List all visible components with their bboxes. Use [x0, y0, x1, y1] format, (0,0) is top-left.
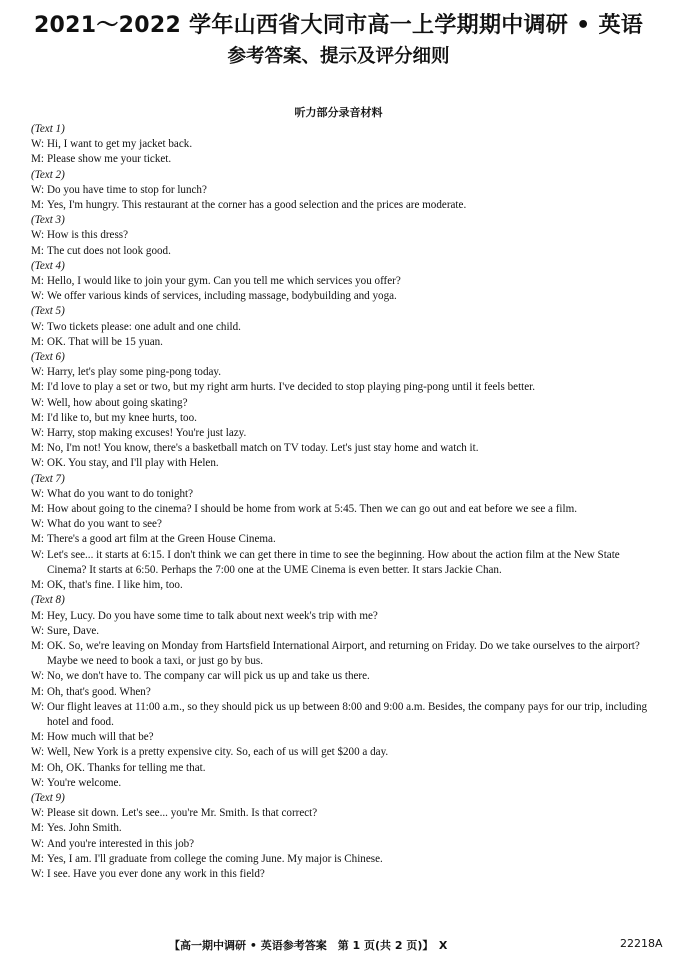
dialogue-line	[31, 548, 652, 578]
dialogue-line	[31, 761, 652, 776]
speaker-label: W:	[31, 320, 45, 333]
utterance-text: Our flight leaves at 11:00 a.m., so they should pick us up between 8:00 and 9:00 a.m. Besides, the company pays for our trip, including hotel and food.	[47, 700, 648, 728]
utterance-text: OK, that's fine. I like him, too.	[47, 579, 183, 592]
dialogue-line	[31, 502, 652, 517]
dialogue-line	[31, 609, 652, 624]
speaker-label: M:	[31, 275, 44, 288]
speaker-label: W:	[31, 837, 45, 850]
utterance-text: Hello, I would like to join your gym. Can you tell me which services you offer?	[47, 275, 401, 288]
speaker-label: W:	[31, 867, 45, 880]
document-title: 2021～2022 学年山西省大同市高一上学期期中调研 • 英语	[33, 13, 644, 38]
text-marker-label: (Text 8)	[31, 594, 65, 607]
dialogue-line	[31, 183, 652, 198]
utterance-text: We offer various kinds of services, including massage, bodybuilding and yoga.	[47, 290, 397, 303]
speaker-label: M:	[31, 153, 44, 166]
utterance-text: And you're interested in this job?	[47, 837, 195, 850]
speaker-label: M:	[31, 381, 44, 394]
dialogue-line	[31, 244, 652, 259]
utterance-text: What do you want to see?	[47, 518, 162, 531]
speaker-label: W:	[31, 138, 45, 151]
speaker-label: M:	[31, 199, 44, 212]
speaker-label: M:	[31, 852, 44, 865]
speaker-label: W:	[31, 396, 45, 409]
speaker-label: W:	[31, 487, 45, 500]
dialogue-line	[31, 274, 652, 289]
utterance-text: Please show me your ticket.	[47, 153, 172, 166]
utterance-text: No, I'm not! You know, there's a basketball match on TV today. Let's just stay home and watch it.	[47, 442, 479, 455]
speaker-label: W:	[31, 427, 45, 440]
utterance-text: OK. You stay, and I'll play with Helen.	[47, 457, 219, 470]
dialogue-line	[31, 532, 652, 547]
speaker-label: W:	[31, 290, 45, 303]
utterance-text: Hi, I want to get my jacket back.	[47, 138, 193, 151]
dialogue-line	[31, 426, 652, 441]
dialogue-line	[31, 776, 652, 791]
utterance-text: Oh, OK. Thanks for telling me that.	[47, 761, 206, 774]
dialogue-line	[31, 669, 652, 684]
speaker-label: M:	[31, 244, 44, 257]
dialogue-line	[31, 730, 652, 745]
speaker-label: M:	[31, 533, 44, 546]
utterance-text: Sure, Dave.	[47, 624, 100, 637]
utterance-text: Harry, stop making excuses! You're just lazy.	[47, 427, 247, 440]
utterance-text: Yes, I am. I'll graduate from college the coming June. My major is Chinese.	[47, 852, 383, 865]
utterance-text: How much will that be?	[47, 731, 154, 744]
dialogue-line	[31, 441, 652, 456]
utterance-text: Do you have time to stop for lunch?	[47, 183, 207, 196]
dialogue-line	[31, 228, 652, 243]
dialogue-line	[31, 639, 652, 669]
text-marker-label: (Text 3)	[31, 214, 65, 227]
speaker-label: W:	[31, 624, 45, 637]
dialogue-line	[31, 396, 652, 411]
speaker-label: M:	[31, 335, 44, 348]
dialogue-line	[31, 821, 652, 836]
text-marker	[31, 168, 652, 183]
speaker-label: W:	[31, 518, 45, 531]
speaker-label: M:	[31, 442, 44, 455]
utterance-text: Yes, I'm hungry. This restaurant at the corner has a good selection and the prices are moderate.	[47, 199, 467, 212]
speaker-label: M:	[31, 822, 44, 835]
text-marker	[31, 472, 652, 487]
dialogue-line	[31, 411, 652, 426]
page-footer	[0, 937, 677, 953]
speaker-label: W:	[31, 807, 45, 820]
text-marker	[31, 791, 652, 806]
speaker-label: M:	[31, 685, 44, 698]
dialogue-line	[31, 685, 652, 700]
text-marker	[31, 593, 652, 608]
utterance-text: How about going to the cinema? I should be home from work at 5:45. Then we can go out and eat before we see a film.	[47, 503, 577, 516]
text-marker-label: (Text 1)	[31, 123, 65, 135]
text-marker-label: (Text 5)	[31, 305, 65, 318]
dialogue-line	[31, 578, 652, 593]
document-subtitle: 参考答案、提示及评分细则	[227, 46, 450, 67]
dialogue-line	[31, 624, 652, 639]
dialogue-line	[31, 700, 652, 730]
speaker-label: M:	[31, 609, 44, 622]
speaker-label: M:	[31, 411, 44, 424]
dialogue-line	[31, 517, 652, 532]
dialogue-line	[31, 152, 652, 167]
utterance-text: Yes. John Smith.	[47, 822, 122, 835]
speaker-label: W:	[31, 366, 45, 379]
text-marker-label: (Text 9)	[31, 791, 65, 804]
utterance-text: I'd like to, but my knee hurts, too.	[47, 411, 197, 424]
utterance-text: Well, how about going skating?	[47, 396, 188, 409]
footer-text: 【高一期中调研 • 英语参考答案 第 1 页(共 2 页)】 X	[169, 939, 448, 952]
utterance-text: Please sit down. Let's see... you're Mr. Smith. Is that correct?	[47, 807, 318, 820]
dialogue-line	[31, 198, 652, 213]
speaker-label: M:	[31, 579, 44, 592]
dialogue-line	[31, 867, 652, 882]
dialogue-line	[31, 487, 652, 502]
speaker-label: W:	[31, 670, 45, 683]
utterance-text: The cut does not look good.	[47, 244, 171, 257]
speaker-label: M:	[31, 639, 44, 652]
utterance-text: Harry, let's play some ping-pong today.	[47, 366, 222, 379]
footer-code: 22218A	[620, 937, 663, 950]
dialogue-line	[31, 137, 652, 152]
utterance-text: No, we don't have to. The company car will pick us up and take us there.	[47, 670, 370, 683]
speaker-label: M:	[31, 731, 44, 744]
dialogue-line	[31, 806, 652, 821]
utterance-text: Two tickets please: one adult and one child.	[47, 320, 241, 333]
dialogue-line	[31, 852, 652, 867]
utterance-text: OK. So, we're leaving on Monday from Hartsfield International Airport, and returning on Friday. Do we take ourselves to the airport? Maybe we need to book a taxi, or just go by bus.	[47, 639, 640, 668]
speaker-label: W:	[31, 700, 45, 713]
utterance-text: How is this dress?	[47, 229, 129, 242]
utterance-text: Hey, Lucy. Do you have some time to talk about next week's trip with me?	[47, 609, 378, 622]
speaker-label: M:	[31, 761, 44, 774]
speaker-label: M:	[31, 503, 44, 516]
speaker-label: W:	[31, 183, 45, 196]
dialogue-line	[31, 745, 652, 760]
section-heading: 听力部分录音材料	[294, 106, 383, 119]
utterance-text: You're welcome.	[47, 776, 122, 789]
text-marker-label: (Text 2)	[31, 168, 65, 181]
speaker-label: W:	[31, 457, 45, 470]
text-marker	[31, 304, 652, 319]
text-marker	[31, 213, 652, 228]
dialogue-line	[31, 320, 652, 335]
utterance-text: Let's see... it starts at 6:15. I don't think we can get there in time to see the beginning. How about the action film at the New State Cinema? It starts at 6:50. Perhaps the 7:00 one at the UME Cinema is even better. It stars Jackie Chan.	[47, 548, 620, 576]
utterance-text: OK. That will be 15 yuan.	[47, 335, 163, 348]
dialogue-line	[31, 289, 652, 304]
utterance-text: I see. Have you ever done any work in this field?	[47, 867, 265, 880]
utterance-text: There's a good art film at the Green House Cinema.	[47, 533, 276, 546]
utterance-text: I'd love to play a set or two, but my right arm hurts. I've decided to stop playing ping-pong until it feels better.	[47, 381, 536, 394]
speaker-label: W:	[31, 776, 45, 789]
transcript	[31, 122, 652, 882]
utterance-text: Well, New York is a pretty expensive city. So, each of us will get $200 a day.	[47, 746, 389, 759]
dialogue-line	[31, 456, 652, 471]
text-marker-label: (Text 7)	[31, 472, 65, 485]
text-marker	[31, 122, 652, 137]
dialogue-line	[31, 365, 652, 380]
speaker-label: W:	[31, 548, 45, 561]
speaker-label: W:	[31, 229, 45, 242]
dialogue-line	[31, 380, 652, 395]
text-marker	[31, 350, 652, 365]
dialogue-line	[31, 335, 652, 350]
speaker-label: W:	[31, 746, 45, 759]
text-marker-label: (Text 4)	[31, 259, 65, 272]
text-marker-label: (Text 6)	[31, 351, 65, 364]
utterance-text: What do you want to do tonight?	[47, 487, 194, 500]
text-marker	[31, 259, 652, 274]
utterance-text: Oh, that's good. When?	[47, 685, 151, 698]
dialogue-line	[31, 837, 652, 852]
